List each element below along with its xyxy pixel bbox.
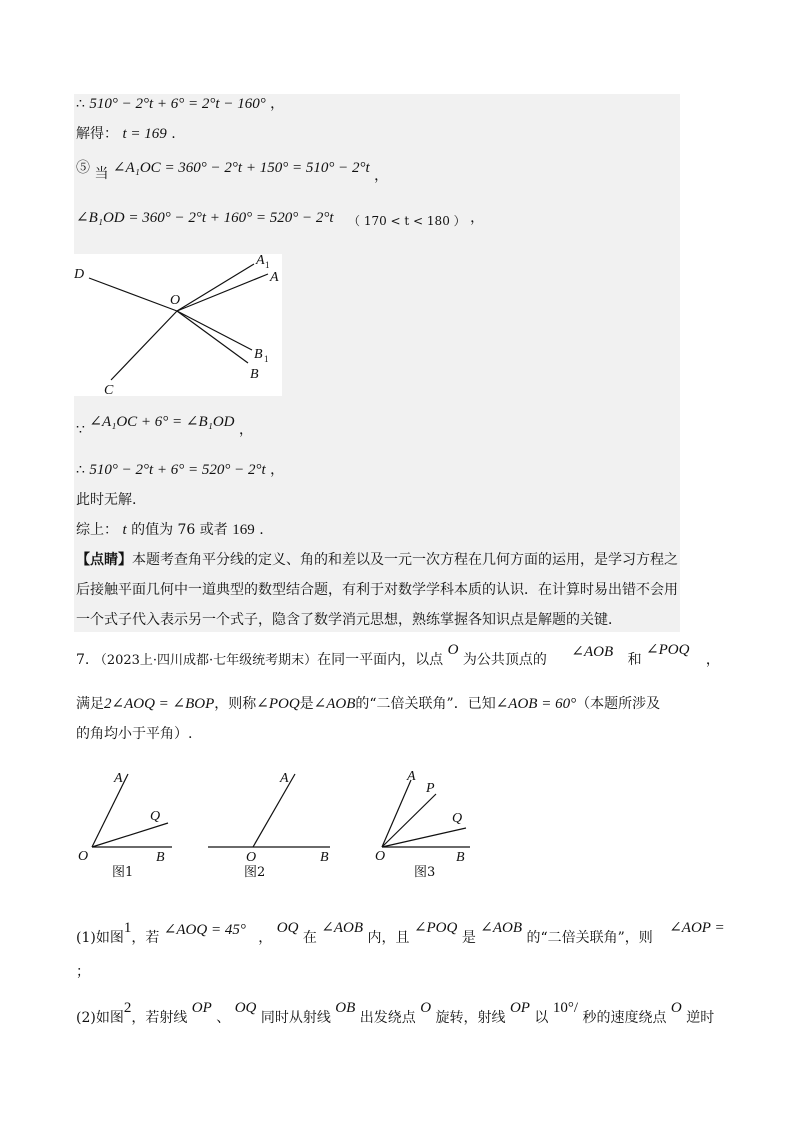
solution-line-2 bbox=[76, 124, 176, 144]
comment-tag: 【点睛】 bbox=[76, 552, 132, 568]
label-a: A bbox=[270, 270, 279, 285]
angle-aop: ∠AOP = bbox=[669, 920, 725, 936]
fig3-caption: 图3 bbox=[414, 865, 436, 880]
angle-aob: ∠AOB bbox=[313, 696, 356, 712]
fig1-label-o: O bbox=[78, 849, 89, 864]
punctuation: ， bbox=[470, 210, 485, 226]
label-a1-subscript: 1 bbox=[265, 260, 270, 270]
fig1-ray-oa bbox=[92, 774, 128, 847]
question-text: 以 bbox=[534, 1010, 549, 1026]
label-o: O bbox=[170, 293, 181, 308]
label-a1: A bbox=[256, 254, 265, 268]
label-text: 当 bbox=[94, 166, 109, 182]
fig2-ray-oa bbox=[253, 774, 295, 847]
label-d: D bbox=[74, 267, 85, 282]
equation: 510° − 2°t + 6° = 520° − 2°t bbox=[89, 462, 266, 478]
comment-text: 本题考查角平分线的定义、角的和差以及一元一次方程在几何方面的运用，是学习方程之 bbox=[132, 552, 678, 568]
ray-op: OP bbox=[509, 1000, 530, 1016]
fig3-label-q: Q bbox=[452, 811, 463, 826]
problem-line-1 bbox=[76, 642, 720, 671]
ray-od bbox=[89, 278, 177, 311]
punctuation: ， bbox=[238, 422, 253, 438]
punctuation: ， bbox=[705, 652, 720, 668]
point-o: O bbox=[447, 642, 459, 658]
angle-poq: ∠POQ bbox=[413, 920, 458, 936]
ray-oq: OQ bbox=[234, 1000, 257, 1016]
solution-line-6 bbox=[76, 460, 284, 480]
fig3-ray-oa bbox=[382, 780, 411, 847]
question-text: 逆时 bbox=[686, 1010, 715, 1026]
because-symbol: ∵ bbox=[76, 422, 85, 438]
comment-line-3: 一个式子代入表示另一个式子，隐含了数学消元思想，熟练掌握各知识点是解题的关键． bbox=[76, 612, 622, 628]
fig3-ray-op bbox=[382, 794, 436, 847]
ray-ob bbox=[177, 311, 248, 363]
question-text: (2)如图 bbox=[76, 1010, 124, 1026]
point-o: O bbox=[420, 1000, 432, 1016]
question-text: ，若射线 bbox=[131, 1010, 188, 1026]
condition: （ 170 < t < 180 ） bbox=[348, 214, 466, 228]
question-text: 内，且 bbox=[367, 930, 410, 946]
question-text: 是 bbox=[461, 930, 476, 946]
angle-aob: ∠AOB bbox=[321, 920, 364, 936]
angle-figure bbox=[74, 254, 282, 396]
fig1-label-a: A bbox=[114, 771, 123, 786]
ray-oa bbox=[177, 274, 268, 311]
fig3-label-b: B bbox=[456, 850, 465, 865]
solution-line-5 bbox=[76, 412, 253, 438]
label-b1: B bbox=[254, 347, 263, 362]
problem-text: 和 bbox=[627, 652, 642, 668]
fig2-label-b: B bbox=[320, 850, 329, 865]
question-text: 在 bbox=[302, 930, 317, 946]
problem-source: （2023上·四川成都·七年级统考期末） bbox=[93, 653, 318, 668]
fig3-ray-oq bbox=[382, 828, 466, 847]
variable-t: t bbox=[122, 522, 127, 538]
fig3-label-a: A bbox=[407, 769, 416, 784]
fig3-label-o: O bbox=[375, 849, 386, 864]
equation: ∠AOB = 60° bbox=[495, 696, 577, 712]
punctuation: ， bbox=[374, 168, 389, 184]
angle-figure-box bbox=[74, 254, 282, 396]
fig3-label-p: P bbox=[426, 781, 435, 796]
equation: t = 169 bbox=[122, 126, 167, 142]
punctuation: 、 bbox=[216, 1010, 231, 1026]
problem-line-2 bbox=[76, 694, 660, 714]
problem-line-3: 的角均小于平角）. bbox=[76, 726, 193, 742]
angle-aob: ∠AOB bbox=[480, 920, 522, 936]
problem-figures bbox=[76, 768, 496, 886]
punctuation: . bbox=[259, 522, 264, 538]
solution-line-8 bbox=[76, 520, 264, 540]
ray-oq: OQ bbox=[276, 920, 299, 936]
problem-text: 满足 bbox=[76, 696, 104, 712]
label-b: B bbox=[250, 367, 259, 382]
question-text: 出发绕点 bbox=[359, 1010, 416, 1026]
solution-line-3 bbox=[76, 158, 389, 184]
question-text: (1)如图 bbox=[76, 930, 124, 946]
case-number: ⑤ bbox=[76, 160, 90, 176]
fig1-label-q: Q bbox=[150, 809, 161, 824]
question-text: 的“二倍关联角”，则 bbox=[526, 930, 653, 946]
point-o: O bbox=[670, 1000, 682, 1016]
punctuation: ， bbox=[270, 462, 285, 478]
problem-text: ，则称 bbox=[214, 696, 257, 712]
problem-number: 7. bbox=[76, 652, 90, 668]
label-b1-subscript: 1 bbox=[264, 354, 269, 364]
equation: ∠B₁OD = 360° − 2°t + 160° = 520° − 2°t bbox=[76, 210, 334, 226]
label-text: 解得： bbox=[76, 126, 118, 142]
problem-text: 是 bbox=[299, 696, 314, 712]
fig2-label-a: A bbox=[280, 771, 289, 786]
solution-line-7: 此时无解. bbox=[76, 492, 137, 508]
problem-text: 在同一平面内，以点 bbox=[317, 652, 444, 668]
question-text: ，若 bbox=[131, 930, 160, 946]
fig1-label-b: B bbox=[156, 850, 165, 865]
question-1-line bbox=[76, 920, 725, 948]
question-text: 旋转，射线 bbox=[435, 1010, 506, 1026]
equation: ∠A₁OC + 6° = ∠B₁OD bbox=[89, 414, 235, 430]
punctuation: ， bbox=[270, 96, 285, 112]
comment-line-1 bbox=[76, 550, 678, 570]
figure-number: 1 bbox=[123, 920, 132, 936]
therefore-symbol: ∴ bbox=[76, 462, 85, 478]
equation: 510° − 2°t + 6° = 2°t − 160° bbox=[89, 96, 266, 112]
solution-line-4 bbox=[76, 208, 484, 228]
fig1-caption: 图1 bbox=[112, 865, 134, 880]
comment-line-2: 后接触平面几何中一道典型的数型结合题，有利于对数学学科本质的认识．在计算时易出错不会用 bbox=[76, 582, 678, 598]
fig2-caption: 图2 bbox=[244, 865, 266, 880]
punctuation: ， bbox=[258, 930, 273, 946]
figure-number: 2 bbox=[123, 1000, 132, 1016]
question-1-semicolon: ； bbox=[76, 964, 90, 980]
question-text: 秒的速度绕点 bbox=[582, 1010, 667, 1026]
ray-ob: OB bbox=[335, 1000, 356, 1016]
value: 169 bbox=[232, 522, 255, 538]
label-text: 综上： bbox=[76, 522, 118, 538]
label-text: 的值为 76 或者 bbox=[131, 522, 228, 538]
problem-text: 的“二倍关联角”．已知 bbox=[355, 696, 496, 712]
angle-poq: ∠POQ bbox=[256, 696, 300, 712]
angle-poq: ∠POQ bbox=[646, 642, 690, 658]
ray-op: OP bbox=[191, 1000, 212, 1016]
question-text: 同时从射线 bbox=[260, 1010, 331, 1026]
figure-3 bbox=[375, 769, 470, 880]
punctuation: . bbox=[171, 126, 176, 142]
solution-line-1 bbox=[76, 94, 284, 114]
rotation-speed: 10°/ bbox=[552, 1000, 579, 1016]
angle-aob: ∠AOB bbox=[571, 644, 614, 660]
fig1-ray-oq bbox=[92, 823, 168, 847]
ray-oc bbox=[111, 311, 177, 380]
question-2-line bbox=[76, 1000, 715, 1028]
equation: ∠A₁OC = 360° − 2°t + 150° = 510° − 2°t bbox=[112, 160, 370, 176]
problem-text: （本题所涉及 bbox=[576, 696, 661, 712]
fig2-label-o: O bbox=[246, 850, 257, 865]
problem-text: 为公共顶点的 bbox=[462, 652, 547, 668]
figure-1 bbox=[78, 771, 172, 880]
therefore-symbol: ∴ bbox=[76, 96, 85, 112]
label-c: C bbox=[104, 383, 114, 396]
ray-oa1 bbox=[177, 264, 254, 311]
figure-2 bbox=[208, 771, 330, 880]
ray-ob1 bbox=[177, 311, 252, 350]
equation: ∠AOQ = 45° bbox=[163, 922, 246, 938]
equation: 2∠AOQ = ∠BOP bbox=[104, 696, 215, 712]
